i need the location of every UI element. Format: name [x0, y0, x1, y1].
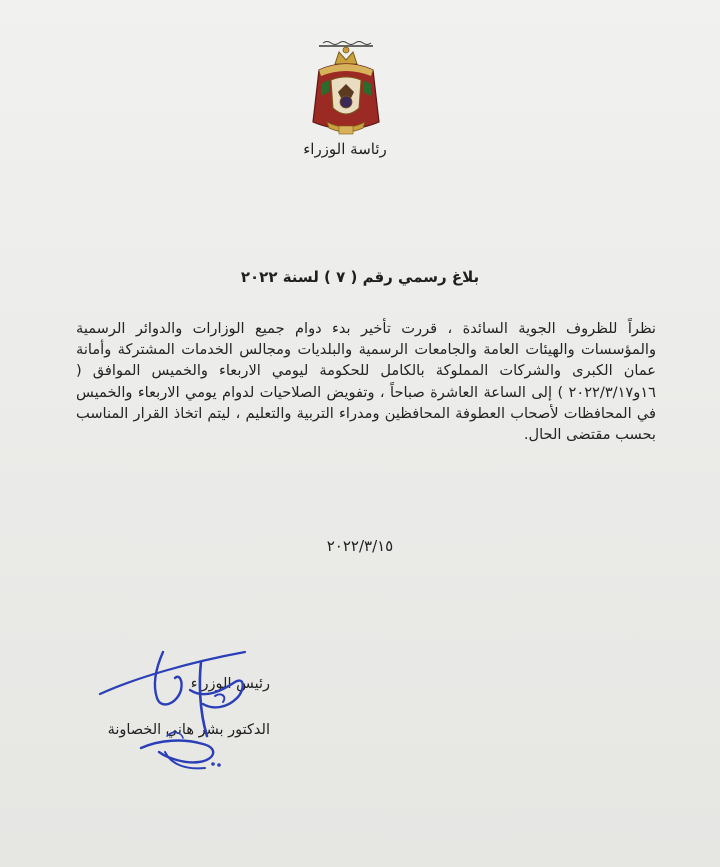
document-body: نظراً للظروف الجوية السائدة ، قررت تأخير بدء دوام جميع الوزارات والدوائر الرسمية والمؤسسات والهيئات العامة والجامعات الرسمية والبلديات ومجالس الخدمات المشتركة وأمانة عمان الكبرى والشركات المملوكة بالكامل للحكومة ليومي الاربعاء والخميس الموافق ( ١٦و٢٠٢٢/٣/١٧ ) إلى الساعة العاشرة صباحاً ، وتفويض الصلاحيات لدوام يومي الاربعاء والخميس في المحافظات لأصحاب العطوفة المحافظين ومدراء التربية والتعليم ، ليتم اتخاذ القرار المناسب بحسب مقتضى الحال.	[76, 320, 656, 444]
royal-emblem-icon	[305, 40, 387, 140]
document-title: بلاغ رسمي رقم ( ٧ ) لسنة ٢٠٢٢	[240, 268, 480, 286]
signatory-name: الدكتور بشر هاني الخصاونة	[107, 722, 270, 738]
handwritten-signature	[95, 640, 295, 780]
document-date: ٢٠٢٢/٣/١٥	[326, 537, 394, 555]
emblem-caption: رئاسة الوزراء	[303, 140, 387, 158]
signatory-title: رئيس الوزراء	[190, 676, 270, 692]
